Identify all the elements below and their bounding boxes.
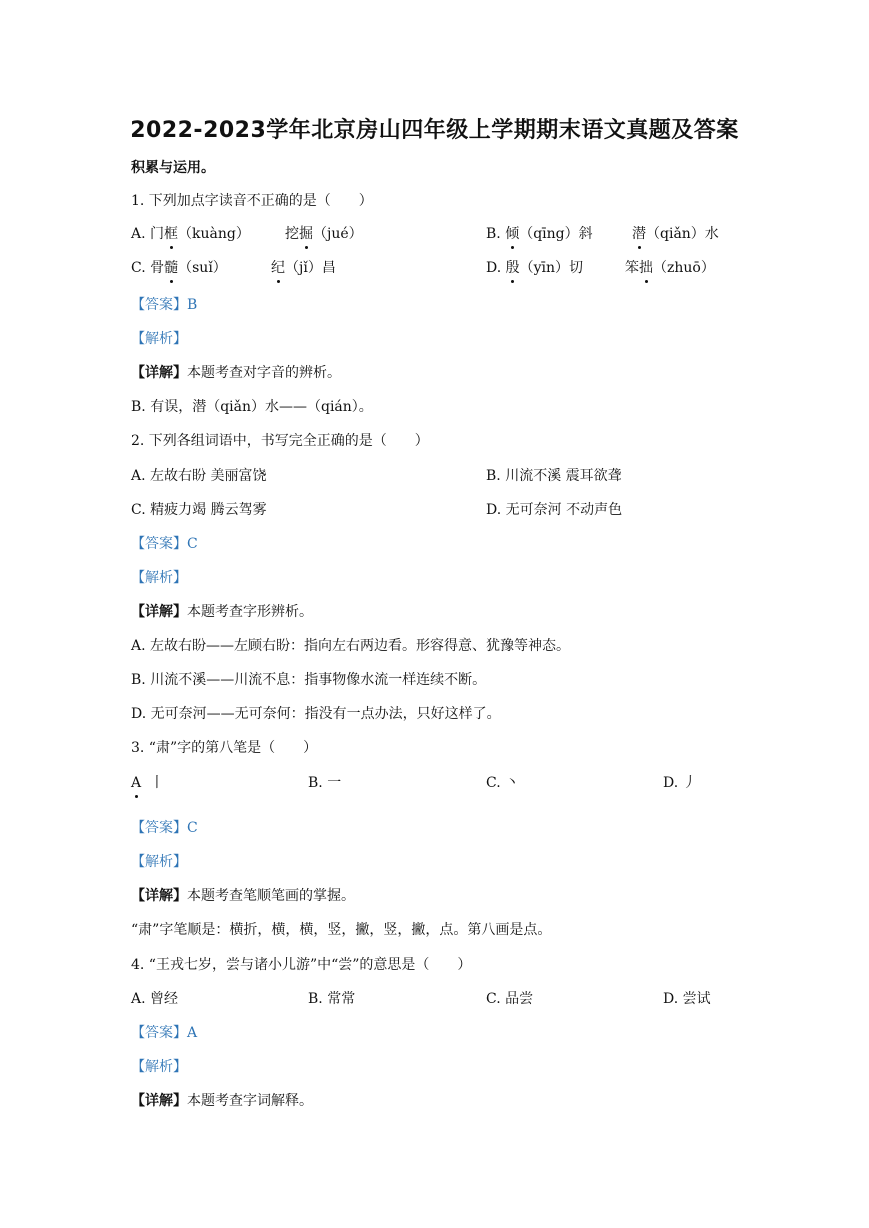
q3-option-d: D. 丿 — [663, 775, 697, 791]
q2-analysis-tag: 【解析】 — [131, 570, 187, 586]
q1-option-a1: A. 门框（kuàng） — [131, 226, 250, 242]
q4-option-d: D. 尝试 — [663, 991, 711, 1007]
answer-value: C — [187, 536, 198, 552]
q1-option-c1: C. 骨髓（suǐ） — [131, 260, 227, 276]
detail-tag: 【详解】 — [131, 888, 187, 904]
q1-dotted-char: 潜 — [632, 226, 646, 242]
q3-answer — [131, 818, 198, 838]
answer-value: A — [187, 1025, 198, 1041]
q1-answer — [131, 295, 197, 315]
answer-tag: 【答案】 — [131, 536, 187, 552]
q2-detail: 【详解】本题考查字形辨析。 — [131, 604, 313, 620]
answer-value: C — [187, 820, 198, 836]
section-heading: 积累与运用。 — [131, 160, 215, 176]
q1-note: B. 有误，潜（qiǎn）水——（qián）。 — [131, 399, 373, 415]
q1-dotted-char: 倾 — [505, 226, 520, 242]
answer-tag: 【答案】 — [131, 820, 187, 836]
q3-analysis-tag: 【解析】 — [131, 854, 187, 870]
q1-analysis-tag: 【解析】 — [131, 331, 187, 347]
q4-detail: 【详解】本题考查字词解释。 — [131, 1093, 313, 1109]
q3-note: “肃”字笔顺是：横折，横，横，竖，撇，竖，撇，点。第八画是点。 — [131, 922, 552, 938]
q2-stem: 2. 下列各组词语中，书写完全正确的是（ ） — [131, 433, 429, 449]
q1-dotted-char: 髓 — [164, 260, 179, 276]
document-title: 2022-2023学年北京房山四年级上学期期末语文真题及答案 — [130, 118, 739, 143]
q1-dotted-char: 殷 — [505, 260, 520, 276]
q4-option-b: B. 常常 — [308, 991, 356, 1007]
q2-option-c: C. 精疲力竭 腾云驾雾 — [131, 502, 267, 518]
q2-note: D. 无可奈河——无可奈何：指没有一点办法，只好这样了。 — [131, 706, 501, 722]
answer-value: B — [187, 297, 198, 313]
q3-option-c: C. 丶 — [486, 775, 520, 791]
detail-tag: 【详解】 — [131, 1093, 187, 1109]
q1-detail: 【详解】本题考查对字音的辨析。 — [131, 365, 341, 381]
q1-dotted-char: 纪 — [271, 260, 285, 276]
q4-analysis-tag: 【解析】 — [131, 1059, 187, 1075]
detail-tag: 【详解】 — [131, 365, 187, 381]
q3-detail: 【详解】本题考查笔顺笔画的掌握。 — [131, 888, 355, 904]
q4-option-a: A. 曾经 — [131, 991, 179, 1007]
q3-dotted-label: A — [131, 775, 142, 791]
q1-dotted-char: 拙 — [639, 260, 653, 276]
q2-option-b: B. 川流不溪 震耳欲聋 — [486, 468, 622, 484]
q4-stem: 4. “王戎七岁，尝与诸小儿游”中“尝”的意思是（ ） — [131, 957, 472, 973]
q1-option-b1: B. 倾（qīng）斜 — [486, 226, 593, 242]
q3-option-a: A 丨 — [131, 775, 165, 791]
q2-note: B. 川流不溪——川流不息：指事物像水流一样连续不断。 — [131, 672, 487, 688]
q1-stem: 1. 下列加点字读音不正确的是（ ） — [131, 193, 373, 209]
q1-option-c2: 纪（jǐ）昌 — [271, 260, 336, 276]
answer-tag: 【答案】 — [131, 1025, 187, 1041]
q1-option-d2: 笨拙（zhuō） — [625, 260, 715, 276]
q1-option-d1: D. 殷（yīn）切 — [486, 260, 584, 276]
q1-dotted-char: 框 — [164, 226, 179, 242]
q2-answer — [131, 534, 198, 554]
answer-tag: 【答案】 — [131, 297, 187, 313]
q4-answer — [131, 1023, 197, 1043]
q2-note: A. 左故右盼——左顾右盼：指向左右两边看。形容得意、犹豫等神态。 — [131, 638, 571, 654]
q1-dotted-char: 掘 — [299, 226, 313, 242]
q4-option-c: C. 品尝 — [486, 991, 534, 1007]
q1-option-b2: 潜（qiǎn）水 — [632, 226, 719, 242]
q3-stem: 3. “肃”字的第八笔是（ ） — [131, 740, 318, 756]
q2-option-d: D. 无可奈河 不动声色 — [486, 502, 623, 518]
q3-option-b: B. 一 — [308, 775, 342, 791]
detail-tag: 【详解】 — [131, 604, 187, 620]
q2-option-a: A. 左故右盼 美丽富饶 — [131, 468, 267, 484]
q1-option-a2: 挖掘（jué） — [285, 226, 363, 242]
